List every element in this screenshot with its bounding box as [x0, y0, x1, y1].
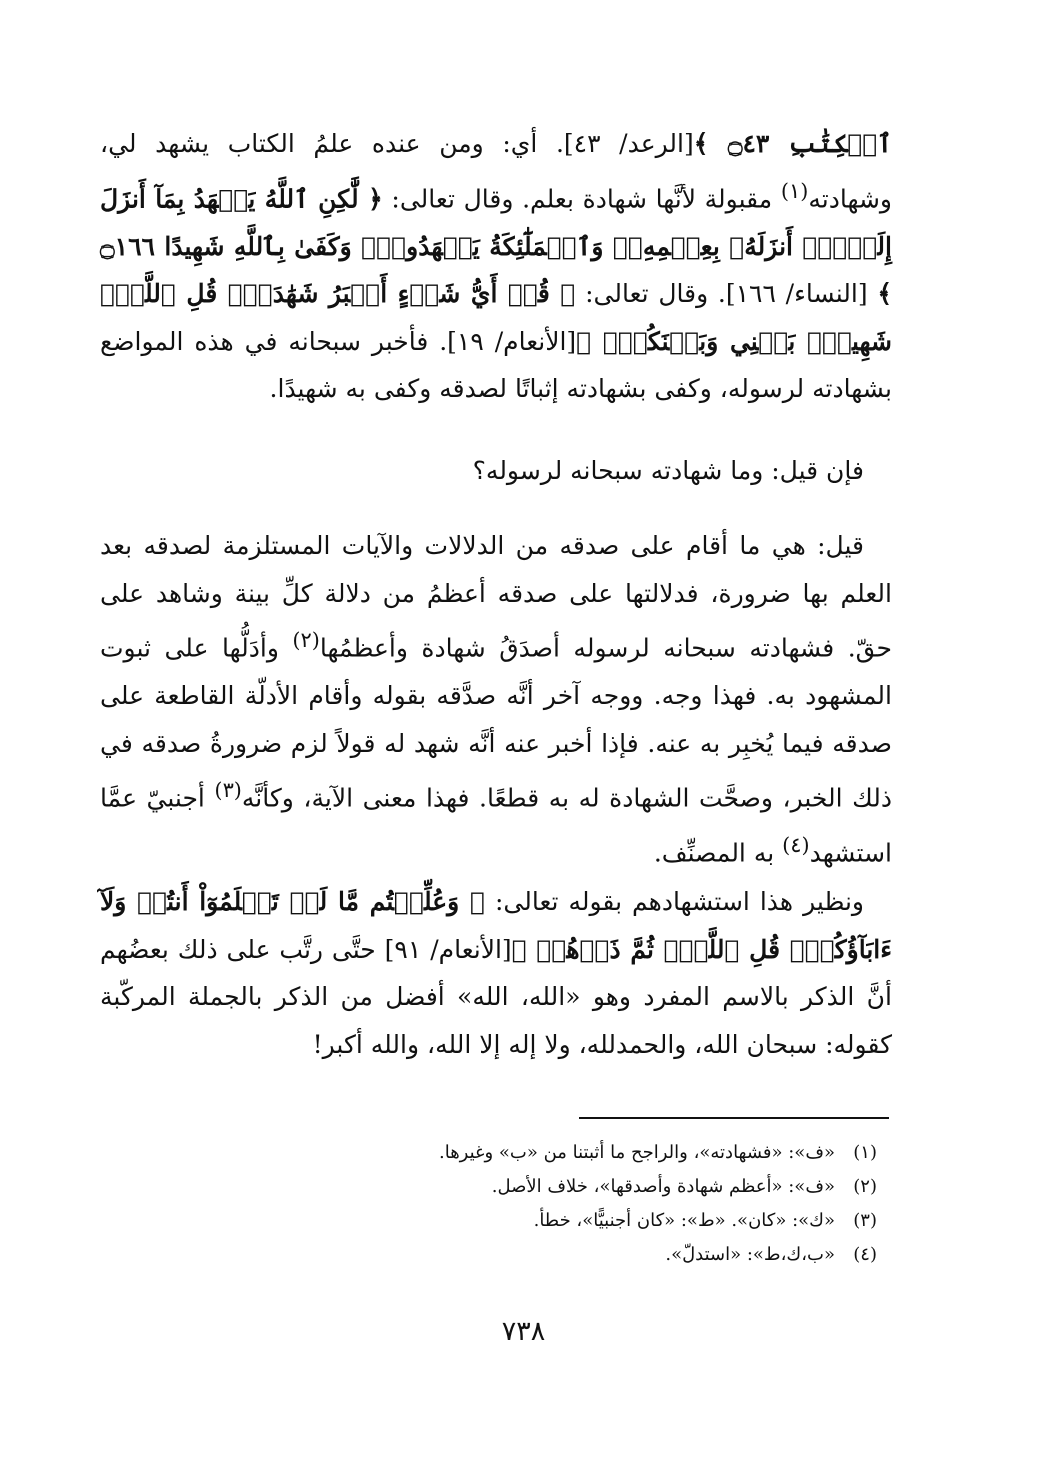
footnote-number: (٢): [853, 1176, 877, 1197]
paragraph-2: [100, 447, 892, 495]
body-text: قيل: هي ما أقام على صدقه من الدلالات والآيات المستلزمة لصدقه بعد العلم بها ضرورة، فدلالتها على صدقه أعظمُ من دلالة كلِّ بينة وشاهد على حقّ. فشهادته سبحانه لرسوله أصدَقُ شهادة وأعظمُها: [100, 531, 892, 663]
footnote-text: «ف»: «فشهادته»، والراجح ما أثبتنا من «ب» وغيرها.: [438, 1142, 835, 1163]
footnote-text: «ف»: «أعظم شهادة وأصدقها»، خلاف الأصل.: [491, 1176, 835, 1197]
citation-text: [الرعد/ ٤٣]. أي: ومن عنده علمُ الكتاب يشهد لي، وشهادته: [100, 129, 892, 213]
footnote-text: «ك»: «كان». «ط»: «كان أجنبيًّا»، خطأ.: [533, 1210, 835, 1231]
body-text: مقبولة لأنَّها شهادة بعلم. وقال تعالى:: [382, 183, 781, 213]
footnote-number: (٤): [853, 1244, 877, 1265]
footnote-text: «ب،ك،ط»: «استدلّ».: [665, 1244, 835, 1265]
body-text: به المصنِّف.: [653, 838, 783, 868]
footnote-ref-3: (٣): [214, 778, 242, 803]
quran-verse-anam-91: ﴿ وَعُلِّمۡتُم مَّا لَمۡ تَعۡلَمُوٓاْ أَنتُمۡ وَلَآ ءَابَآؤُكُمۡۖ قُلِ ٱللَّهُۖ ثُمَّ ذَرۡهُمۡ ﴾: [100, 887, 892, 964]
footnote-number: (١): [853, 1142, 877, 1163]
paragraph-1: [100, 120, 892, 413]
paragraph-3: [100, 522, 892, 877]
body-text: أجنبيّ عمَّا استشهد: [100, 783, 892, 868]
paragraph-4: [100, 878, 892, 1068]
footnotes: [150, 1136, 877, 1272]
footnote-divider: [579, 1117, 889, 1119]
citation-text: [النساء/ ١٦٦]. وقال تعالى:: [575, 279, 868, 309]
quran-verse-nisa: ﴿ لَّٰكِنِ ٱللَّهُ يَشۡهَدُ بِمَآ أَنزَلَ إِلَيۡكَۖ أَنزَلَهُۥ بِعِلۡمِهِۦۖ وَٱلۡمَلَٰٓئِكَةُ يَشۡهَدُونَۚ وَكَفَىٰ بِٱللَّهِ شَهِيدًا ۝١٦٦ ﴾: [100, 183, 893, 309]
footnote-ref-1: (١): [780, 178, 809, 203]
quran-verse-raad: ٱلۡكِتَٰبِ ۝٤٣ ﴾: [693, 129, 892, 158]
footnote-1: [150, 1136, 877, 1170]
quran-verse-anam-19: ﴿ قُلۡ أَيُّ شَيۡءٍ أَكۡبَرُ شَهَٰدَةٗۖ قُلِ ٱللَّهُۖ شَهِيدُۢ بَيۡنِي وَبَيۡنَكُمۡۚ ﴾: [100, 279, 892, 356]
body-text: [الأنعام/ ١٩]. فأخبر سبحانه في هذه المواضع بشهادته لرسوله، وكفى بشهادته إثباتًا لصدقه وكفى به شهيدًا.: [100, 326, 892, 404]
footnote-ref-4: (٤): [782, 833, 810, 858]
footnote-ref-2: (٢): [292, 628, 320, 653]
footnote-2: [150, 1170, 877, 1204]
page-number: ٧٣٨: [501, 1316, 546, 1347]
question-text: فإن قيل: وما شهادته سبحانه لرسوله؟: [472, 456, 864, 485]
footnote-3: [150, 1204, 877, 1238]
footnote-number: (٣): [853, 1210, 877, 1231]
body-text: ونظير هذا استشهادهم بقوله تعالى:: [484, 887, 864, 916]
body-text: وأدَلُّها على ثبوت المشهود به. فهذا وجه. ووجه آخر أنَّه صدَّقه بقوله وأقام الأدلّة القاطعة على صدقه فيما يُخبِر به عنه. فإذا أخبر عنه أنَّه شهد له قولاً لزم ضرورةُ صدقه في ذلك الخبر، وصحَّت الشهادة له به قطعًا. فهذا معنى الآية، وكأنَّه: [100, 633, 892, 813]
body-text: [الأنعام/ ٩١] حتَّى رتَّب على ذلك بعضُهم أنَّ الذكر بالاسم المفرد وهو «الله، الله» أفضل من الذكر بالجملة المركّبة كقوله: سبحان الله، والحمدلله، ولا إله إلا الله، والله أكبر!: [100, 934, 892, 1059]
footnote-4: [150, 1238, 877, 1272]
